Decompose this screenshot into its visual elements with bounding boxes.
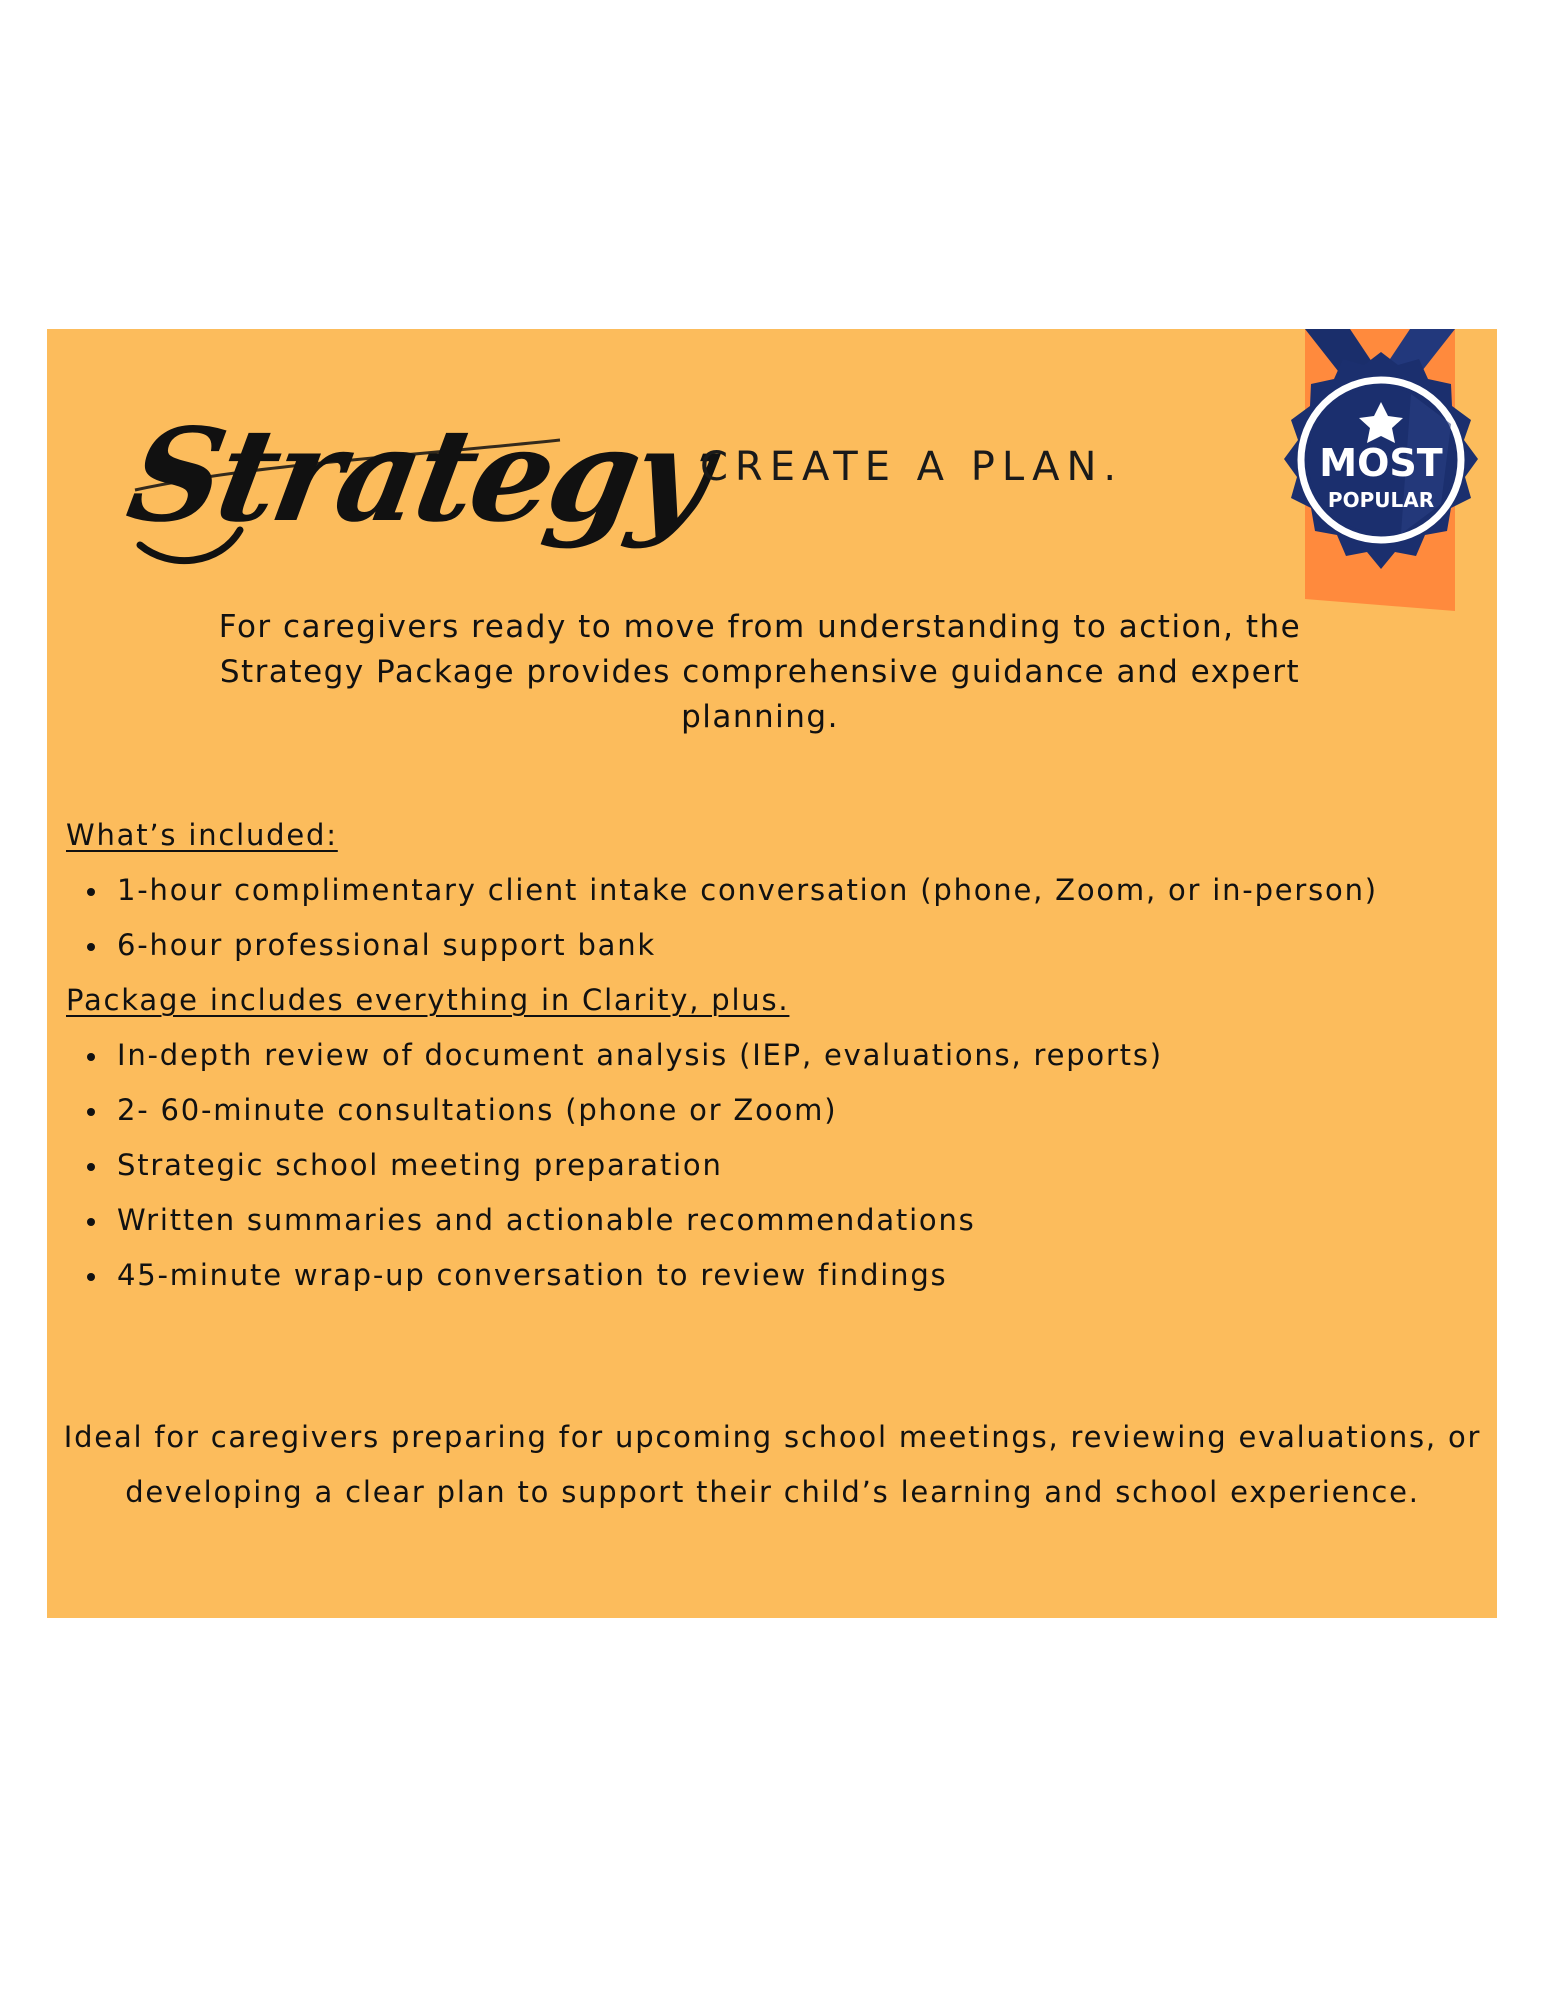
- included-section: [66, 808, 1486, 1303]
- list-item: Written summaries and actionable recommendations: [66, 1193, 1486, 1248]
- package-list: [66, 1028, 1486, 1303]
- strategy-script-title: [118, 370, 719, 610]
- list-item: 6-hour professional support bank: [66, 918, 1486, 973]
- included-list: [66, 863, 1486, 973]
- list-item: In-depth review of document analysis (IEP, evaluations, reports): [66, 1028, 1486, 1083]
- most-popular-badge: [1265, 329, 1497, 611]
- list-item: 2- 60-minute consultations (phone or Zoom): [66, 1083, 1486, 1138]
- package-includes-heading: Package includes everything in Clarity, plus.: [66, 983, 790, 1017]
- badge-line1: MOST: [1319, 441, 1443, 485]
- badge-line2: POPULAR: [1327, 488, 1435, 512]
- closing-paragraph: Ideal for caregivers preparing for upcoming school meetings, reviewing evaluations, or developing a clear plan to support their child’s learning and school experience.: [63, 1420, 1482, 1509]
- list-item: 45-minute wrap-up conversation to review findings: [66, 1248, 1486, 1303]
- whats-included-heading: What’s included:: [66, 818, 338, 852]
- intro-paragraph: For caregivers ready to move from understanding to action, the Strategy Package provides comprehensive guidance and expert planning.: [218, 609, 1302, 735]
- list-item: Strategic school meeting preparation: [66, 1138, 1486, 1193]
- list-item: 1-hour complimentary client intake conversation (phone, Zoom, or in-person): [66, 863, 1486, 918]
- tagline: CREATE A PLAN.: [700, 444, 1124, 490]
- strategy-title-text: Strategy: [118, 400, 719, 551]
